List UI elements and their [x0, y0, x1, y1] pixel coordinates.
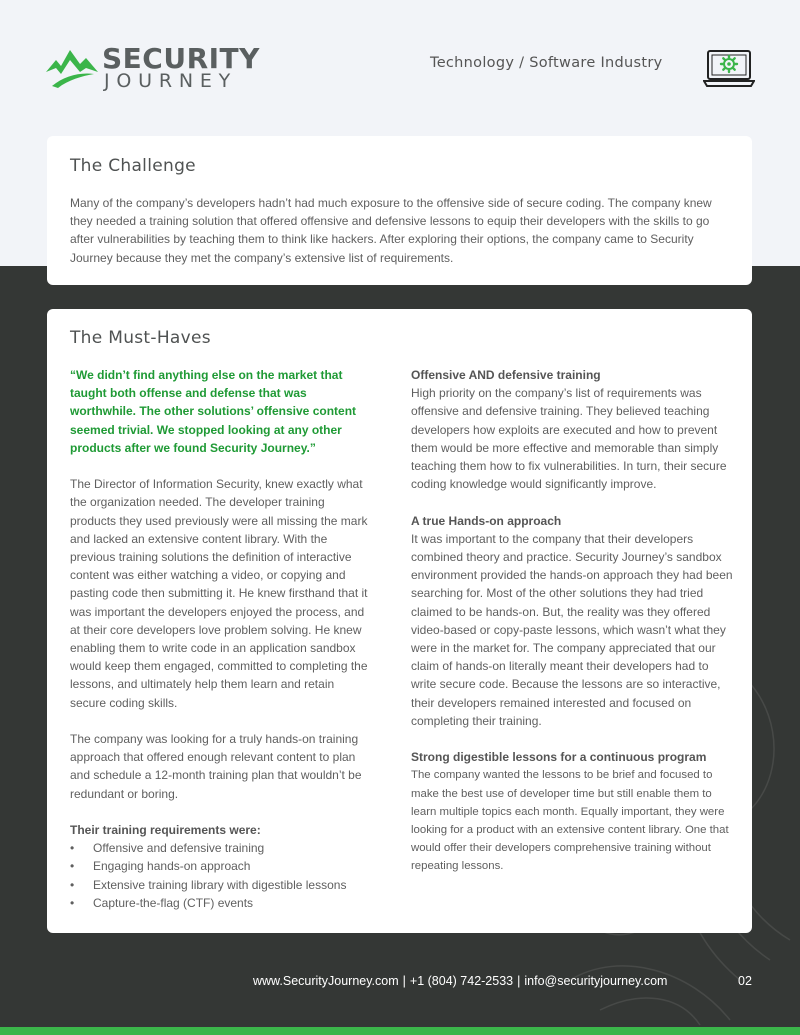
green-footer-bar — [0, 1027, 800, 1035]
footer-separator: | — [402, 974, 406, 988]
section-heading-digestible: Strong digestible lessons for a continuous program — [411, 750, 707, 765]
section-heading-hands-on: A true Hands-on approach — [411, 513, 562, 528]
list-item — [70, 876, 370, 894]
must-haves-card — [47, 309, 752, 933]
website-link[interactable]: www.SecurityJourney.com — [253, 974, 399, 988]
email-link[interactable]: info@securityjourney.com — [524, 974, 668, 988]
section-body-offensive: High priority on the company’s list of requirements was offensive and defensive training. They believed teaching developers how exploits are executed and how to prevent them would be more effective and memorable than simply teaching them how to fix vulnerabilities. In turn, their secure coding knowledge would significantly improve. — [411, 386, 727, 492]
hands-on-paragraph: The company was looking for a truly hands-on training approach that offered enough relevant content to plan and schedule a 12-month training plan that wouldn’t be redundant or boring. — [70, 732, 362, 801]
section-heading-offensive: Offensive AND defensive training — [411, 368, 601, 382]
phone-link[interactable]: +1 (804) 742-2533 — [409, 974, 514, 988]
section-body-hands-on: It was important to the company that their developers combined theory and practice. Security Journey’s sandbox environment provided the hands-on approach they had been searching for. Most of the other solutions they had tried claimed to be hands-on. But, the reality was they offered video-based or copy-paste lessons, which wasn’t what they were in the market for. The company appreciated that our claim of hands-on literally meant their developers had to write secure code. Because the lessons are so interactive, their developers remained interested and focused on completing their training. — [411, 531, 733, 728]
challenge-title: The Challenge — [70, 156, 196, 176]
left-column — [70, 366, 370, 912]
industry-label: Technology / Software Industry — [430, 55, 663, 71]
customer-quote: “We didn’t find anything else on the market that taught both offense and defense that was worthwhile. The other solutions’ offensive content seemed trivial. We stopped looking at any other products after we found Security Journey.” — [70, 368, 357, 455]
logo-subtitle: JOURNEY — [104, 70, 238, 92]
bullet-icon: • — [70, 841, 75, 856]
director-paragraph: The Director of Information Security, knew exactly what the organization needed. The developer training products they used previously were all missing the mark and lacked an extensive content library. With the previous training solutions the definition of interactive content was either watching a video, or copying and pasting code then submitting it. He knew firsthand that it was important the developers enjoyed the process, and at their core developers love problem solving. He knew enabling them to write code in an application sandbox would keep them engaged, committed to completing the lessons, and ultimately help them learn and retain secure coding skills. — [70, 477, 368, 710]
bullet-icon: • — [70, 877, 75, 892]
list-item — [70, 894, 370, 912]
section-body-digestible: The company wanted the lessons to be brief and focused to make the best use of developer time but still enable them to learn multiple topics each month. Equally important, they were looking for a product with an extensive content library. One that would offer their developers comprehensive training without repeating lessons. — [411, 769, 729, 873]
page-number: 02 — [738, 974, 752, 988]
requirement-text: Engaging hands-on approach — [93, 859, 251, 874]
laptop-gear-icon — [703, 46, 755, 90]
challenge-card — [47, 136, 752, 285]
requirement-text: Extensive training library with digestible lessons — [93, 877, 347, 892]
challenge-body: Many of the company’s developers hadn’t had much exposure to the offensive side of secure coding. The company knew they needed a training solution that offered offensive and defensive lessons to equip their developers with the skills to go after vulnerabilities by teaching them to think like hackers. After exploring their options, the company came to Security Journey because they met the company’s extensive list of requirements. — [70, 196, 712, 265]
bullet-icon: • — [70, 859, 75, 874]
logo-title: SECURITY — [102, 42, 260, 75]
bullet-icon: • — [70, 895, 75, 910]
must-haves-title: The Must-Haves — [70, 328, 211, 348]
mountain-logo-icon — [46, 46, 98, 88]
requirement-text: Capture-the-flag (CTF) events — [93, 895, 254, 910]
requirements-heading: Their training requirements were: — [70, 823, 261, 838]
security-journey-logo — [46, 44, 276, 90]
requirement-text: Offensive and defensive training — [93, 841, 265, 856]
requirements-list — [70, 839, 370, 912]
list-item — [70, 839, 370, 857]
footer-separator: | — [517, 974, 521, 988]
list-item — [70, 857, 370, 875]
right-column — [411, 366, 733, 876]
footer-contact — [253, 974, 667, 988]
